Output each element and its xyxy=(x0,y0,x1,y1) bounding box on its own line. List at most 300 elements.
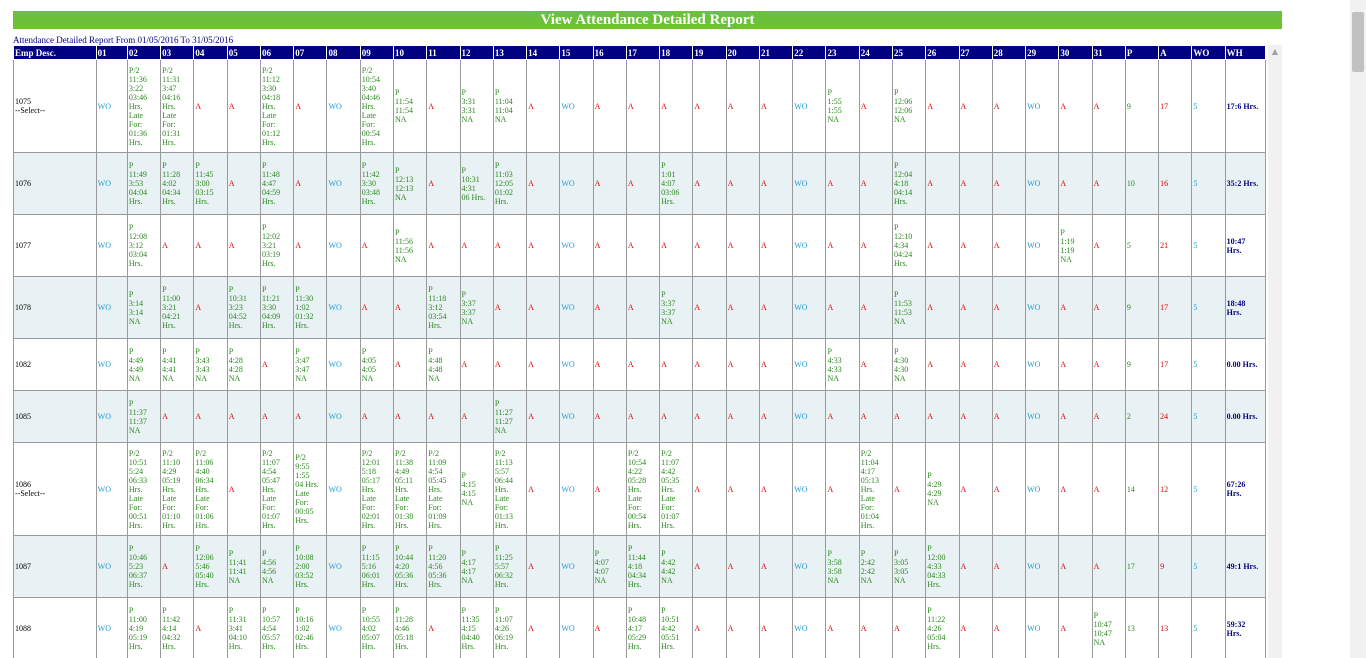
day-status-cell: A xyxy=(394,277,427,339)
day-status-cell: WO xyxy=(327,536,360,598)
day-status-cell: A xyxy=(227,215,260,277)
day-status-cell: P/2 11:09 4:54 05:45 Hrs. Late For: 01:09 Hrs. xyxy=(427,443,460,536)
day-status-cell: A xyxy=(660,391,693,443)
day-status-cell: P 3:05 3:05 NA xyxy=(893,536,926,598)
day-status-cell: A xyxy=(427,598,460,658)
day-status-cell: WO xyxy=(96,277,127,339)
day-status-cell: A xyxy=(427,60,460,153)
day-status-cell: A xyxy=(294,391,327,443)
column-header: 27 xyxy=(959,46,992,60)
day-status-cell: A xyxy=(726,277,759,339)
absent-count-cell: 17 xyxy=(1159,339,1192,391)
day-status-cell: A xyxy=(593,339,626,391)
day-status-cell: A xyxy=(527,443,560,536)
day-status-cell: A xyxy=(593,60,626,153)
column-header: Emp Desc. xyxy=(14,46,97,60)
day-status-cell: A xyxy=(626,339,659,391)
weekoff-count-cell: 5 xyxy=(1192,339,1225,391)
column-header: 03 xyxy=(161,46,194,60)
day-status-cell: A xyxy=(759,215,792,277)
present-count-cell: 10 xyxy=(1125,153,1158,215)
working-hours-cell: 17:6 Hrs. xyxy=(1225,60,1265,153)
day-status-cell: A xyxy=(859,277,892,339)
working-hours-cell: 10:47 Hrs. xyxy=(1225,215,1265,277)
day-status-cell: P 11:41 11:41 NA xyxy=(227,536,260,598)
day-status-cell: A xyxy=(593,598,626,658)
column-header: 31 xyxy=(1092,46,1125,60)
day-status-cell: A xyxy=(726,215,759,277)
day-status-cell: A xyxy=(992,339,1025,391)
weekoff-count-cell: 5 xyxy=(1192,277,1225,339)
day-status-cell: A xyxy=(992,598,1025,658)
column-header: 13 xyxy=(493,46,526,60)
table-scrollbar[interactable] xyxy=(1268,45,1282,658)
day-status-cell: A xyxy=(1092,153,1125,215)
day-status-cell: A xyxy=(759,60,792,153)
day-status-cell: P 11:07 4:26 06:19 Hrs. xyxy=(493,598,526,658)
report-date-range: Attendance Detailed Report From 01/05/2016 To 31/05/2016 xyxy=(13,35,234,45)
day-status-cell: P 11:25 5:57 06:32 Hrs. xyxy=(493,536,526,598)
emp-desc-cell: 1087 xyxy=(14,536,97,598)
column-header: 17 xyxy=(626,46,659,60)
column-header: 08 xyxy=(327,46,360,60)
day-status-cell: P/2 11:13 5:57 06:44 Hrs. Late For: 01:13 Hrs. xyxy=(493,443,526,536)
day-status-cell: P/2 10:54 4:22 05:28 Hrs. Late For: 00:54 Hrs. xyxy=(626,443,659,536)
day-status-cell: WO xyxy=(1026,153,1059,215)
day-status-cell: A xyxy=(859,339,892,391)
present-count-cell: 9 xyxy=(1125,60,1158,153)
day-status-cell: A xyxy=(759,339,792,391)
day-status-cell: P 10:16 1:02 02:46 Hrs. xyxy=(294,598,327,658)
day-status-cell: WO xyxy=(327,277,360,339)
day-status-cell: WO xyxy=(1026,277,1059,339)
day-status-cell: A xyxy=(227,391,260,443)
day-status-cell: A xyxy=(626,60,659,153)
table-row xyxy=(14,536,1266,598)
day-status-cell: A xyxy=(893,391,926,443)
page-scroll-thumb[interactable] xyxy=(1352,12,1364,72)
day-status-cell: A xyxy=(1059,598,1092,658)
day-status-cell: WO xyxy=(560,598,593,658)
column-header: 28 xyxy=(992,46,1025,60)
day-status-cell: A xyxy=(527,277,560,339)
day-status-cell: WO xyxy=(560,153,593,215)
day-status-cell: P 10:55 4:02 05:07 Hrs. xyxy=(360,598,393,658)
day-status-cell: A xyxy=(527,153,560,215)
column-header: 15 xyxy=(560,46,593,60)
weekoff-count-cell: 5 xyxy=(1192,536,1225,598)
attendance-grid-container xyxy=(13,45,1266,658)
day-status-cell: A xyxy=(959,153,992,215)
day-status-cell: A xyxy=(460,339,493,391)
day-status-cell: A xyxy=(726,536,759,598)
day-status-cell: A xyxy=(726,391,759,443)
day-status-cell: P/2 11:07 4:42 05:35 Hrs. Late For: 01:07 Hrs. xyxy=(660,443,693,536)
column-header: 18 xyxy=(660,46,693,60)
day-status-cell: P 4:29 4:29 NA xyxy=(926,443,959,536)
working-hours-cell: 18:48 Hrs. xyxy=(1225,277,1265,339)
day-status-cell: A xyxy=(593,391,626,443)
column-header: 26 xyxy=(926,46,959,60)
day-status-cell: WO xyxy=(793,598,826,658)
column-header: 01 xyxy=(96,46,127,60)
day-status-cell: P/2 9:55 1:55 04 Hrs. Late For: 00:05 Hrs. xyxy=(294,443,327,536)
day-status-cell: P 12:06 5:46 05:40 Hrs. xyxy=(194,536,227,598)
table-row xyxy=(14,277,1266,339)
day-status-cell: P 12:13 12:13 NA xyxy=(394,153,427,215)
weekoff-count-cell: 5 xyxy=(1192,443,1225,536)
day-status-cell: WO xyxy=(1026,443,1059,536)
column-header: 19 xyxy=(693,46,726,60)
day-status-cell: A xyxy=(660,215,693,277)
day-status-cell: A xyxy=(227,153,260,215)
day-status-cell: P 11:00 3:21 04:21 Hrs. xyxy=(161,277,194,339)
day-status-cell: P 11:30 1:02 01:32 Hrs. xyxy=(294,277,327,339)
day-status-cell: A xyxy=(926,215,959,277)
day-status-cell: A xyxy=(194,215,227,277)
day-status-cell: P 3:37 3:37 NA xyxy=(460,277,493,339)
day-status-cell: A xyxy=(759,598,792,658)
column-header: 20 xyxy=(726,46,759,60)
day-status-cell: A xyxy=(593,277,626,339)
day-status-cell: WO xyxy=(793,60,826,153)
day-status-cell: A xyxy=(992,153,1025,215)
present-count-cell: 9 xyxy=(1125,277,1158,339)
day-status-cell: WO xyxy=(560,339,593,391)
absent-count-cell: 24 xyxy=(1159,391,1192,443)
day-status-cell: A xyxy=(260,391,293,443)
day-status-cell: P 4:49 4:49 NA xyxy=(127,339,160,391)
column-header: 14 xyxy=(527,46,560,60)
table-row xyxy=(14,60,1266,153)
present-count-cell: 2 xyxy=(1125,391,1158,443)
day-status-cell: A xyxy=(294,153,327,215)
day-status-cell: P 11:21 3:30 04:09 Hrs. xyxy=(260,277,293,339)
day-status-cell: P 11:54 11:54 NA xyxy=(394,60,427,153)
day-status-cell: A xyxy=(527,60,560,153)
day-status-cell: P/2 11:12 3:30 04:18 Hrs. Late For: 01:12 Hrs. xyxy=(260,60,293,153)
day-status-cell: P/2 11:04 4:17 05:13 Hrs. Late For: 01:04 Hrs. xyxy=(859,443,892,536)
day-status-cell: WO xyxy=(96,443,127,536)
day-status-cell: A xyxy=(959,536,992,598)
day-status-cell: P 10:31 4:31 06 Hrs. xyxy=(460,153,493,215)
day-status-cell: A xyxy=(826,443,859,536)
table-row xyxy=(14,215,1266,277)
day-status-cell: A xyxy=(527,536,560,598)
day-status-cell: A xyxy=(493,277,526,339)
day-status-cell: P 4:30 4:30 NA xyxy=(893,339,926,391)
day-status-cell: A xyxy=(1092,60,1125,153)
day-status-cell: P 11:28 4:02 04:34 Hrs. xyxy=(161,153,194,215)
day-status-cell: P 11:28 4:46 05:18 Hrs. xyxy=(394,598,427,658)
day-status-cell: A xyxy=(1059,443,1092,536)
day-status-cell: WO xyxy=(327,391,360,443)
day-status-cell: A xyxy=(626,277,659,339)
day-status-cell: P/2 10:51 5:24 06:33 Hrs. Late For: 00:51 Hrs. xyxy=(127,443,160,536)
day-status-cell: WO xyxy=(327,339,360,391)
working-hours-cell: 0.00 Hrs. xyxy=(1225,339,1265,391)
day-status-cell: A xyxy=(859,598,892,658)
column-header: WO xyxy=(1192,46,1225,60)
day-status-cell: A xyxy=(926,153,959,215)
day-status-cell: WO xyxy=(560,277,593,339)
working-hours-cell: 49:1 Hrs. xyxy=(1225,536,1265,598)
day-status-cell: A xyxy=(726,339,759,391)
day-status-cell: WO xyxy=(793,391,826,443)
day-status-cell: A xyxy=(926,339,959,391)
day-status-cell: A xyxy=(626,215,659,277)
day-status-cell: WO xyxy=(327,598,360,658)
day-status-cell: A xyxy=(161,536,194,598)
column-header: P xyxy=(1125,46,1158,60)
day-status-cell: P 11:20 4:56 05:36 Hrs. xyxy=(427,536,460,598)
present-count-cell: 14 xyxy=(1125,443,1158,536)
column-header: 09 xyxy=(360,46,393,60)
day-status-cell: WO xyxy=(793,536,826,598)
day-status-cell: P/2 12:01 5:18 05:17 Hrs. Late For: 02:01 Hrs. xyxy=(360,443,393,536)
day-status-cell: A xyxy=(826,215,859,277)
day-status-cell: A xyxy=(959,443,992,536)
day-status-cell: A xyxy=(959,598,992,658)
column-header: 07 xyxy=(294,46,327,60)
day-status-cell: A xyxy=(1059,60,1092,153)
day-status-cell: A xyxy=(959,391,992,443)
column-header: 11 xyxy=(427,46,460,60)
day-status-cell: A xyxy=(593,215,626,277)
column-header: 02 xyxy=(127,46,160,60)
day-status-cell: A xyxy=(227,443,260,536)
day-status-cell: A xyxy=(959,60,992,153)
day-status-cell: WO xyxy=(560,536,593,598)
column-header: 22 xyxy=(793,46,826,60)
day-status-cell: A xyxy=(759,153,792,215)
emp-desc-cell: 1088 xyxy=(14,598,97,658)
column-header: WH xyxy=(1225,46,1265,60)
day-status-cell: P 11:42 4:14 04:32 Hrs. xyxy=(161,598,194,658)
day-status-cell: A xyxy=(726,443,759,536)
day-status-cell: WO xyxy=(793,215,826,277)
day-status-cell: A xyxy=(460,391,493,443)
column-header: 25 xyxy=(893,46,926,60)
column-header: 29 xyxy=(1026,46,1059,60)
column-header: 16 xyxy=(593,46,626,60)
day-status-cell: A xyxy=(859,391,892,443)
day-status-cell: P/2 11:36 3:22 03:46 Hrs. Late For: 01:36 Hrs. xyxy=(127,60,160,153)
day-status-cell: P 1:01 4:07 03:06 Hrs. xyxy=(660,153,693,215)
day-status-cell: A xyxy=(527,598,560,658)
working-hours-cell: 67:26 Hrs. xyxy=(1225,443,1265,536)
day-status-cell: A xyxy=(693,339,726,391)
day-status-cell: A xyxy=(427,391,460,443)
day-status-cell: P 4:33 4:33 NA xyxy=(826,339,859,391)
column-header: 30 xyxy=(1059,46,1092,60)
day-status-cell: A xyxy=(227,60,260,153)
day-status-cell: P 4:15 4:15 NA xyxy=(460,443,493,536)
absent-count-cell: 17 xyxy=(1159,60,1192,153)
day-status-cell: A xyxy=(726,60,759,153)
day-status-cell: A xyxy=(959,339,992,391)
day-status-cell: A xyxy=(294,60,327,153)
day-status-cell: WO xyxy=(96,339,127,391)
day-status-cell: WO xyxy=(327,443,360,536)
day-status-cell: WO xyxy=(1026,339,1059,391)
page-scrollbar[interactable] xyxy=(1350,0,1366,658)
day-status-cell: A xyxy=(593,153,626,215)
day-status-cell: A xyxy=(527,215,560,277)
day-status-cell: WO xyxy=(96,391,127,443)
day-status-cell: A xyxy=(826,391,859,443)
column-header: A xyxy=(1159,46,1192,60)
day-status-cell: P 11:44 4:18 04:34 Hrs. xyxy=(626,536,659,598)
day-status-cell: P 11:18 3:12 03:54 Hrs. xyxy=(427,277,460,339)
day-status-cell: P 3:31 3:31 NA xyxy=(460,60,493,153)
day-status-cell: P 12:08 3:12 03:04 Hrs. xyxy=(127,215,160,277)
day-status-cell: P 11:37 11:37 NA xyxy=(127,391,160,443)
day-status-cell: P 10:08 2:00 03:52 Hrs. xyxy=(294,536,327,598)
table-row xyxy=(14,443,1266,536)
day-status-cell: WO xyxy=(793,339,826,391)
absent-count-cell: 21 xyxy=(1159,215,1192,277)
day-status-cell: A xyxy=(759,277,792,339)
day-status-cell: P 11:15 5:16 06:01 Hrs. xyxy=(360,536,393,598)
day-status-cell: A xyxy=(859,215,892,277)
day-status-cell: P 2:42 2:42 NA xyxy=(859,536,892,598)
day-status-cell: WO xyxy=(96,215,127,277)
working-hours-cell: 35:2 Hrs. xyxy=(1225,153,1265,215)
day-status-cell: A xyxy=(427,153,460,215)
table-body xyxy=(14,60,1266,658)
day-status-cell: P 11:00 4:19 05:19 Hrs. xyxy=(127,598,160,658)
day-status-cell: A xyxy=(626,391,659,443)
day-status-cell: P 4:56 4:56 NA xyxy=(260,536,293,598)
day-status-cell: A xyxy=(360,277,393,339)
day-status-cell: P 12:06 12:06 NA xyxy=(893,60,926,153)
day-status-cell: A xyxy=(161,215,194,277)
weekoff-count-cell: 5 xyxy=(1192,60,1225,153)
present-count-cell: 17 xyxy=(1125,536,1158,598)
day-status-cell: WO xyxy=(1026,60,1059,153)
day-status-cell: A xyxy=(859,153,892,215)
column-header: 10 xyxy=(394,46,427,60)
day-status-cell: A xyxy=(427,215,460,277)
absent-count-cell: 12 xyxy=(1159,443,1192,536)
day-status-cell: A xyxy=(992,60,1025,153)
day-status-cell: WO xyxy=(560,443,593,536)
day-status-cell: P 11:49 3:53 04:04 Hrs. xyxy=(127,153,160,215)
emp-desc-cell: 1075 --Select-- xyxy=(14,60,97,153)
day-status-cell: P 11:56 11:56 NA xyxy=(394,215,427,277)
day-status-cell: P 11:03 12:05 01:02 Hrs. xyxy=(493,153,526,215)
day-status-cell: A xyxy=(693,536,726,598)
day-status-cell: A xyxy=(1092,443,1125,536)
day-status-cell: A xyxy=(527,391,560,443)
day-status-cell: P 12:04 4:18 04:14 Hrs. xyxy=(893,153,926,215)
day-status-cell: P/2 11:31 3:47 04:16 Hrs. Late For: 01:31 Hrs. xyxy=(161,60,194,153)
day-status-cell: A xyxy=(693,215,726,277)
day-status-cell: P 11:42 3:30 03:48 Hrs. xyxy=(360,153,393,215)
day-status-cell: A xyxy=(294,215,327,277)
day-status-cell: P 10:46 5:23 06:37 Hrs. xyxy=(127,536,160,598)
table-row xyxy=(14,153,1266,215)
day-status-cell: A xyxy=(260,339,293,391)
day-status-cell: A xyxy=(1059,277,1092,339)
day-status-cell: A xyxy=(959,215,992,277)
day-status-cell: A xyxy=(493,339,526,391)
day-status-cell: P 3:37 3:37 NA xyxy=(660,277,693,339)
day-status-cell: WO xyxy=(1026,598,1059,658)
day-status-cell: A xyxy=(992,536,1025,598)
day-status-cell: A xyxy=(493,215,526,277)
present-count-cell: 5 xyxy=(1125,215,1158,277)
absent-count-cell: 9 xyxy=(1159,536,1192,598)
day-status-cell: P 4:17 4:17 NA xyxy=(460,536,493,598)
day-status-cell: A xyxy=(859,60,892,153)
day-status-cell: WO xyxy=(793,153,826,215)
day-status-cell: P 4:07 4:07 NA xyxy=(593,536,626,598)
day-status-cell: P 11:45 3:00 03:15 Hrs. xyxy=(194,153,227,215)
day-status-cell: A xyxy=(194,60,227,153)
scroll-up-arrow-icon[interactable]: ▲ xyxy=(1271,47,1279,56)
day-status-cell: P 3:47 3:47 NA xyxy=(294,339,327,391)
day-status-cell: WO xyxy=(96,598,127,658)
weekoff-count-cell: 5 xyxy=(1192,153,1225,215)
day-status-cell: A xyxy=(726,153,759,215)
day-status-cell: WO xyxy=(327,60,360,153)
table-row xyxy=(14,598,1266,658)
column-header: 23 xyxy=(826,46,859,60)
day-status-cell: A xyxy=(926,391,959,443)
weekoff-count-cell: 5 xyxy=(1192,598,1225,658)
absent-count-cell: 13 xyxy=(1159,598,1192,658)
day-status-cell: P 1:19 1:19 NA xyxy=(1059,215,1092,277)
report-title-banner: View Attendance Detailed Report xyxy=(13,11,1282,29)
day-status-cell: A xyxy=(926,60,959,153)
absent-count-cell: 17 xyxy=(1159,277,1192,339)
day-status-cell: A xyxy=(826,153,859,215)
weekoff-count-cell: 5 xyxy=(1192,215,1225,277)
day-status-cell: A xyxy=(759,391,792,443)
day-status-cell: A xyxy=(394,391,427,443)
day-status-cell: A xyxy=(593,443,626,536)
day-status-cell: A xyxy=(992,215,1025,277)
day-status-cell: WO xyxy=(793,443,826,536)
day-status-cell: A xyxy=(527,339,560,391)
day-status-cell: A xyxy=(726,598,759,658)
day-status-cell: WO xyxy=(96,60,127,153)
day-status-cell: P 11:27 11:27 NA xyxy=(493,391,526,443)
emp-desc-cell: 1077 xyxy=(14,215,97,277)
table-row xyxy=(14,339,1266,391)
day-status-cell: A xyxy=(1059,391,1092,443)
day-status-cell: A xyxy=(693,598,726,658)
day-status-cell: A xyxy=(194,391,227,443)
day-status-cell: A xyxy=(194,277,227,339)
attendance-table xyxy=(13,45,1266,658)
day-status-cell: P/2 11:07 4:54 05:47 Hrs. Late For: 01:07 Hrs. xyxy=(260,443,293,536)
day-status-cell: A xyxy=(1092,215,1125,277)
working-hours-cell: 0.00 Hrs. xyxy=(1225,391,1265,443)
day-status-cell: A xyxy=(959,277,992,339)
day-status-cell: A xyxy=(759,536,792,598)
day-status-cell: A xyxy=(161,391,194,443)
day-status-cell: P 10:44 4:20 05:36 Hrs. xyxy=(394,536,427,598)
day-status-cell: A xyxy=(1059,153,1092,215)
day-status-cell: A xyxy=(992,277,1025,339)
day-status-cell: A xyxy=(693,153,726,215)
day-status-cell: A xyxy=(992,391,1025,443)
day-status-cell: P/2 11:06 4:40 06:34 Hrs. Late For: 01:06 Hrs. xyxy=(194,443,227,536)
day-status-cell: A xyxy=(826,277,859,339)
